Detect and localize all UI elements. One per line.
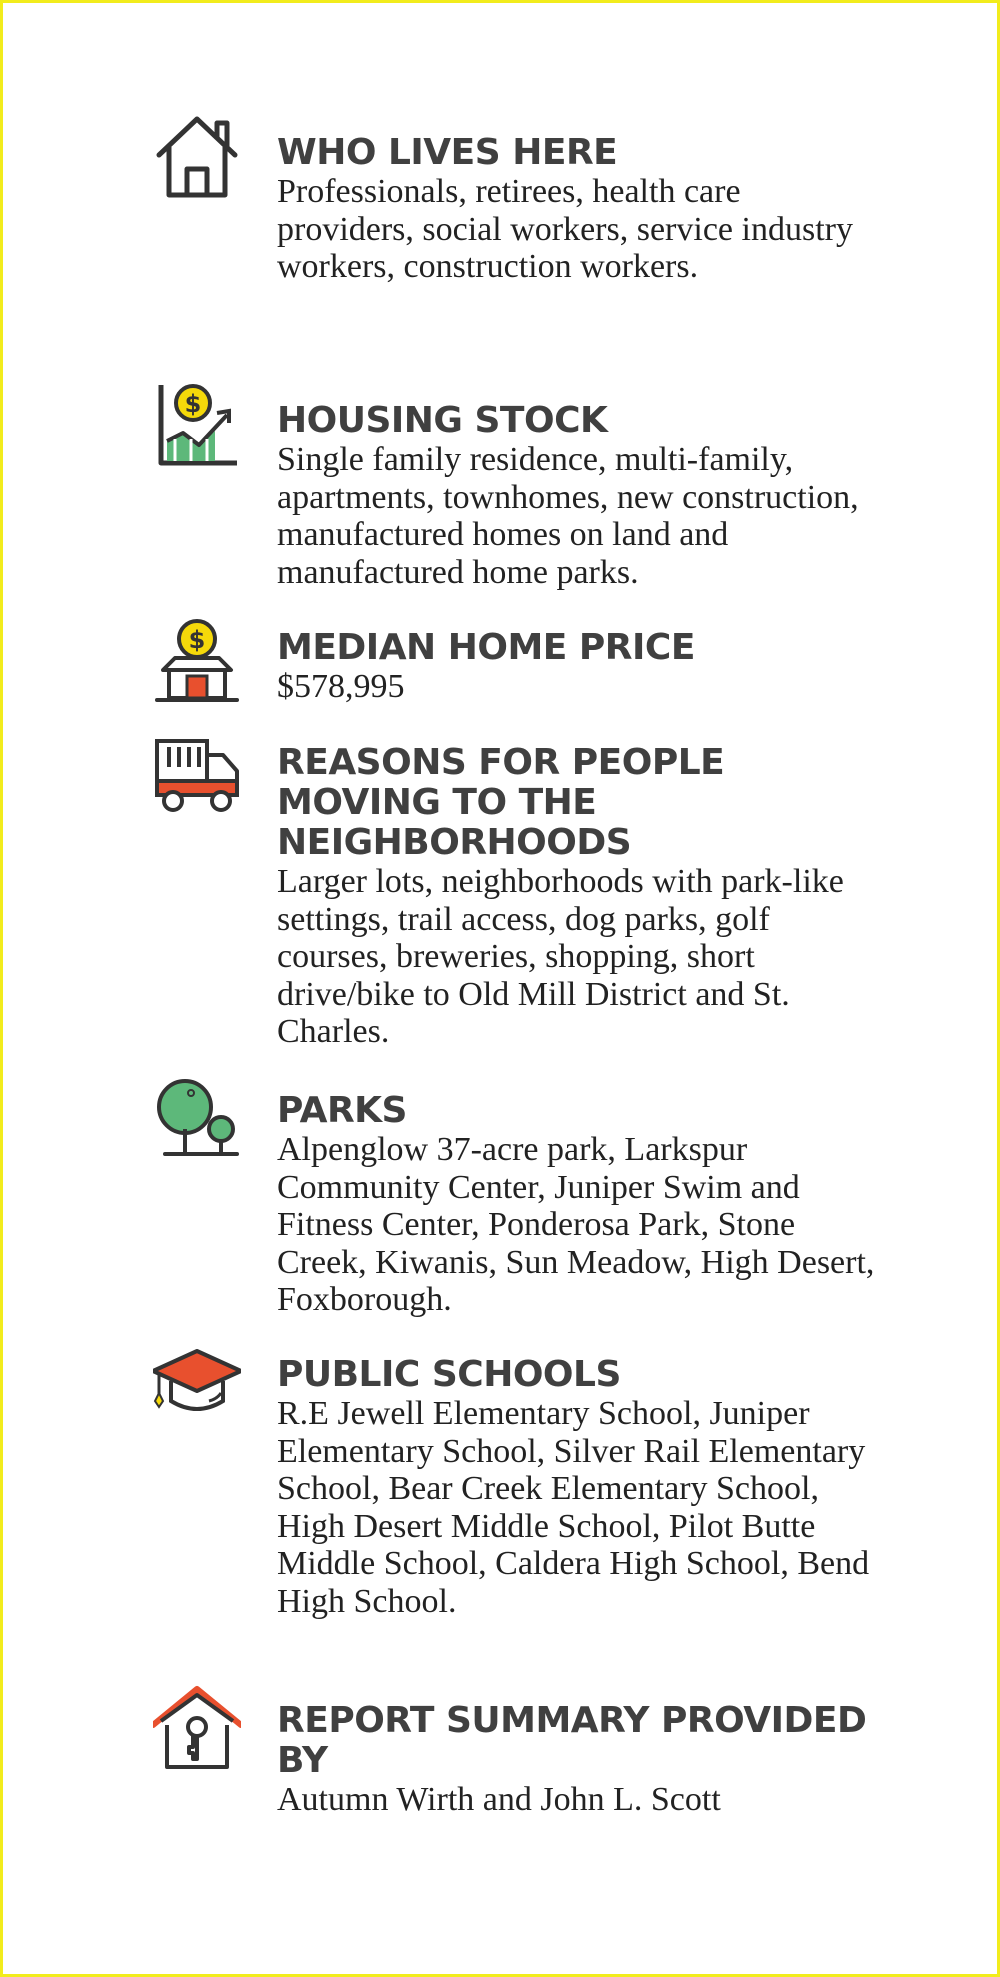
house-key-icon	[153, 1685, 241, 1773]
section-body: Autumn Wirth and John L. Scott	[277, 1781, 721, 1818]
svg-text:$: $	[184, 390, 202, 418]
section-body: Alpenglow 37-acre park, Larkspur Community Center, Juniper Swim and Fitness Center, Ponderosa Park, Stone Creek, Kiwanis, Sun Meadow, High Desert, Foxborough.	[277, 1131, 875, 1318]
home-price-icon	[153, 618, 241, 706]
moving-truck-icon	[153, 733, 241, 821]
section-heading: MEDIAN HOME PRICE	[277, 627, 695, 668]
section-body: Professionals, retirees, health care providers, social workers, service industry workers, construction workers.	[277, 173, 853, 285]
section-body: R.E Jewell Elementary School, Juniper Elementary School, Silver Rail Elementary School, Bear Creek Elementary School, High Desert Middle School, Pilot Butte Middle School, Caldera High School, Bend High School.	[277, 1395, 870, 1620]
section-body: Single family residence, multi-family, apartments, townhomes, new construction, manufactured homes on land and manufactured home parks.	[277, 441, 859, 591]
section-body: $578,995	[277, 668, 405, 705]
graduation-cap-icon	[153, 1343, 241, 1431]
svg-text:$: $	[188, 626, 206, 654]
section-heading: REASONS FOR PEOPLE MOVING TO THE NEIGHBORHOODS	[277, 742, 725, 863]
section-heading: WHO LIVES HERE	[277, 132, 618, 173]
section-heading: PUBLIC SCHOOLS	[277, 1354, 621, 1395]
section-heading: PARKS	[277, 1090, 407, 1131]
trees-icon	[153, 1073, 241, 1161]
rising-price-chart-icon	[153, 381, 241, 469]
house-outline-icon	[153, 113, 241, 201]
section-heading: REPORT SUMMARY PROVIDED BY	[277, 1700, 867, 1781]
section-heading: HOUSING STOCK	[277, 400, 608, 441]
section-body: Larger lots, neighborhoods with park-like settings, trail access, dog parks, golf courses, breweries, shopping, short drive/bike to Old Mill District and St. Charles.	[277, 863, 844, 1050]
